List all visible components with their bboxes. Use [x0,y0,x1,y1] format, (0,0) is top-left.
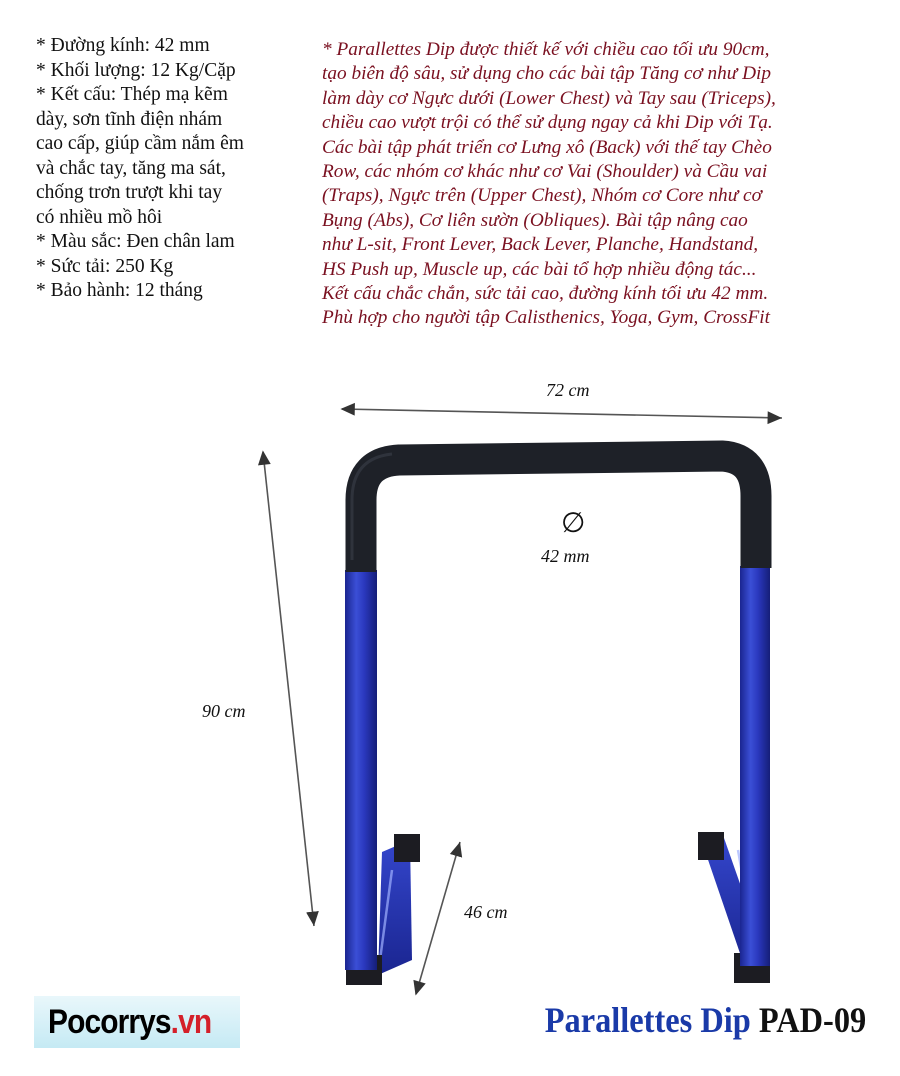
product-model: PAD-09 [758,1000,866,1040]
spec-line: * Sức tải: 250 Kg [36,255,174,277]
spec-line: chống trơn trượt khi tay [36,182,223,203]
right-leg [740,566,770,966]
spec-line: * Đường kính: 42 mm [36,35,210,56]
description-line: tạo biên độ sâu, sử dụng cho các bài tập Tăng cơ như Dip [322,63,772,85]
brand-name: Pocorrys [48,1003,171,1041]
brand-logo [48,1000,211,1044]
description-line: Phù hợp cho người tập Calisthenics, Yoga, Gym, CrossFit [322,307,770,329]
spec-line: * Kết cấu: Thép mạ kẽm [36,84,228,105]
description-line: như L-sit, Front Lever, Back Lever, Planche, Handstand, [322,234,759,256]
spec-line: * Khối lượng: 12 Kg/Cặp [36,59,236,81]
diameter-label: 42 mm [541,546,590,566]
product-name: Parallettes Dip [544,1000,751,1040]
spec-line: * Màu sắc: Đen chân lam [36,231,235,252]
description-line: chiều cao vượt trội có thể sử dụng ngay cả khi Dip với Tạ. [322,112,773,134]
spec-line: dày, sơn tĩnh điện nhám [36,108,223,130]
depth-label: 46 cm [464,902,508,922]
height-dimension-arrow [263,452,314,926]
description-line: Các bài tập phát triển cơ Lưng xô (Back) với thế tay Chèo [322,136,772,158]
width-dimension-arrow [342,409,782,418]
description-line: HS Push up, Muscle up, các bài tổ hợp nhiều động tác... [322,258,757,280]
brand-suffix: .vn [170,1003,212,1041]
description-line: Bụng (Abs), Cơ liên sườn (Obliques). Bài tập nâng cao [322,209,748,231]
diameter-symbol: ∅ [561,506,586,539]
description-line: * Parallettes Dip được thiết kế với chiều cao tối ưu 90cm, [322,39,770,60]
spec-line: cao cấp, giúp cầm nắm êm [36,133,244,154]
spec-line: có nhiều mồ hôi [36,206,163,228]
spec-line: và chắc tay, tăng ma sát, [36,157,226,179]
width-label: 72 cm [546,380,590,400]
product-title [544,998,866,1042]
height-label: 90 cm [202,701,246,721]
left-leg [345,570,377,970]
spec-line: * Bảo hành: 12 tháng [36,280,203,301]
description-line: Row, các nhóm cơ khác như cơ Vai (Shoulder) và Cầu vai [322,161,768,183]
description-line: Kết cấu chắc chắn, sức tải cao, đường kính tối ưu 42 mm. [322,283,769,305]
description-line: làm dày cơ Ngực dưới (Lower Chest) và Tay sau (Triceps), [322,87,776,109]
description-line: (Traps), Ngực trên (Upper Chest), Nhóm cơ Core như cơ [322,185,762,207]
depth-dimension-arrow [416,842,460,994]
